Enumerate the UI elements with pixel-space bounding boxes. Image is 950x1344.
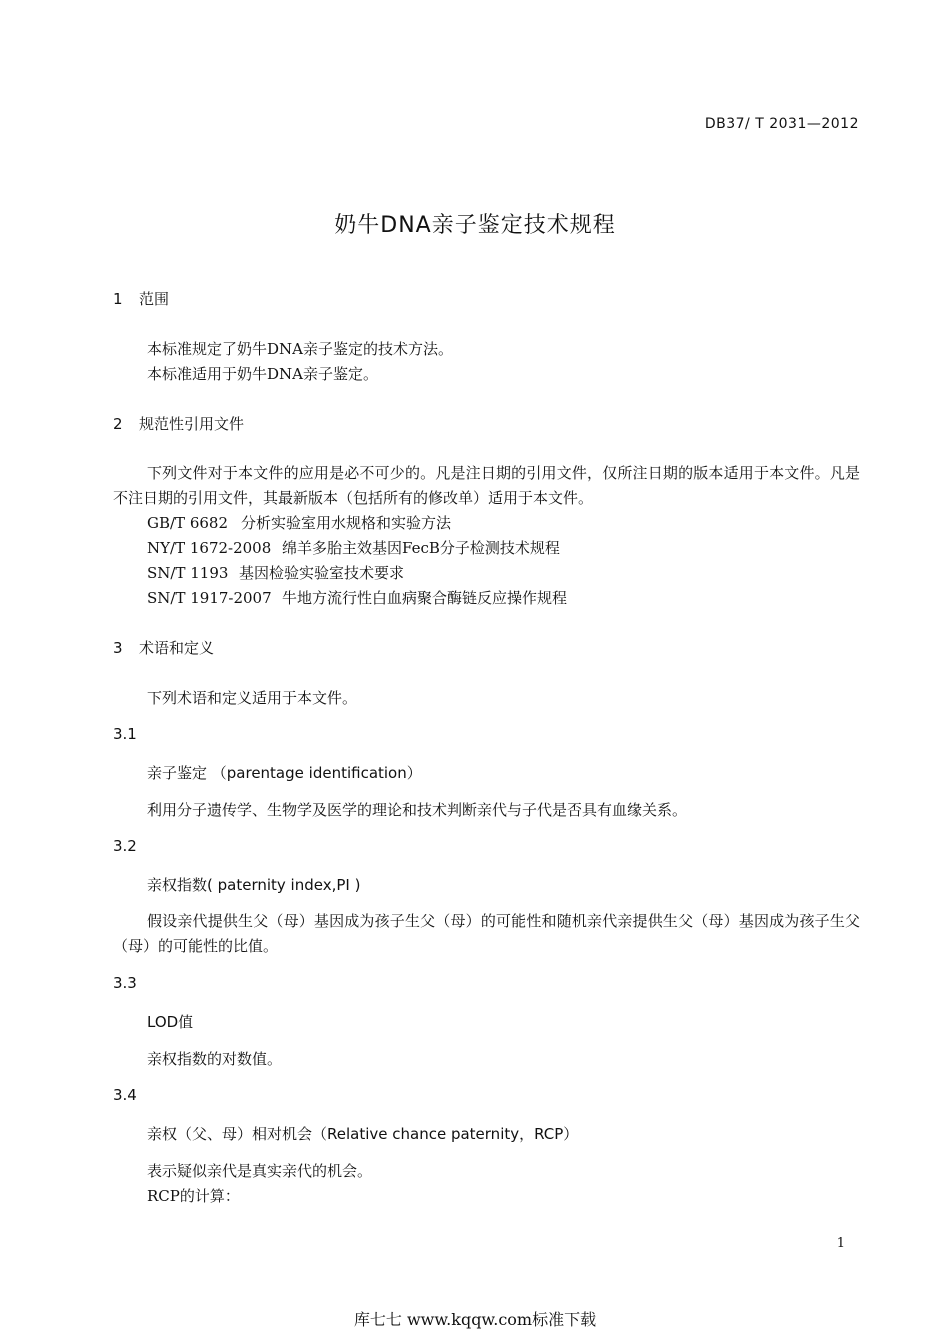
reference-item xyxy=(147,587,567,608)
term-definition: 利用分子遗传学、生物学及医学的理论和技术判断亲代与子代是否具有血缘关系。 xyxy=(147,801,688,819)
term-definition: 亲权指数的对数值。 xyxy=(147,1050,283,1068)
section-number: 2 xyxy=(113,415,123,433)
reference-title: 牛地方流行性白血病聚合酶链反应操作规程 xyxy=(282,589,568,607)
paragraph: RCP的计算： xyxy=(147,1187,240,1205)
term-number: 3.1 xyxy=(113,725,137,743)
term-number: 3.4 xyxy=(113,1086,137,1104)
term-definition: 表示疑似亲代是真实亲代的机会。 xyxy=(147,1162,373,1180)
footer-watermark: 库七七 www.kqqw.com标准下载 xyxy=(353,1310,597,1329)
reference-title: 基因检验实验室技术要求 xyxy=(239,564,405,582)
section-heading-1 xyxy=(113,288,169,309)
reference-code: SN/T 1917-2007 xyxy=(147,589,272,607)
paragraph: 本标准规定了奶牛DNA亲子鉴定的技术方法。 xyxy=(147,340,453,358)
term-number: 3.3 xyxy=(113,974,137,992)
section-title: 规范性引用文件 xyxy=(139,415,245,433)
reference-title: 分析实验室用水规格和实验方法 xyxy=(241,514,452,532)
section-heading-3 xyxy=(113,637,214,658)
term-name: LOD值 xyxy=(147,1013,194,1031)
reference-code: SN/T 1193 xyxy=(147,564,229,582)
document-title: 奶牛DNA亲子鉴定技术规程 xyxy=(334,213,616,238)
term-name: 亲子鉴定 （parentage identification） xyxy=(147,764,422,782)
reference-item xyxy=(147,537,560,558)
reference-code: GB/T 6682 xyxy=(147,514,229,532)
paragraph: 本标准适用于奶牛DNA亲子鉴定。 xyxy=(147,365,378,383)
page-number: 1 xyxy=(836,1236,845,1251)
reference-item xyxy=(147,512,451,533)
document-code: DB37/ T 2031—2012 xyxy=(704,116,859,132)
reference-item xyxy=(147,562,404,583)
section-title: 范围 xyxy=(139,290,170,308)
paragraph: 下列文件对于本文件的应用是必不可少的。凡是注日期的引用文件，仅所注日期的版本适用于本文件。凡是不注日期的引用文件，其最新版本（包括所有的修改单）适用于本文件。 xyxy=(113,464,860,507)
section-number: 3 xyxy=(113,639,123,657)
term-number: 3.2 xyxy=(113,837,137,855)
term-name: 亲权（父、母）相对机会（Relative chance paternity，RCP） xyxy=(147,1125,579,1143)
term-name: 亲权指数( paternity index,PI ) xyxy=(147,876,361,894)
section-number: 1 xyxy=(113,290,123,308)
term-definition: 假设亲代提供生父（母）基因成为孩子生父（母）的可能性和随机亲代亲提供生父（母）基因成为孩子生父（母）的可能性的比值。 xyxy=(113,912,860,955)
reference-code: NY/T 1672-2008 xyxy=(147,539,272,557)
paragraph: 下列术语和定义适用于本文件。 xyxy=(147,689,358,707)
reference-title: 绵羊多胎主效基因FecB分子检测技术规程 xyxy=(282,539,560,557)
section-heading-2 xyxy=(113,413,244,434)
section-title: 术语和定义 xyxy=(139,639,215,657)
